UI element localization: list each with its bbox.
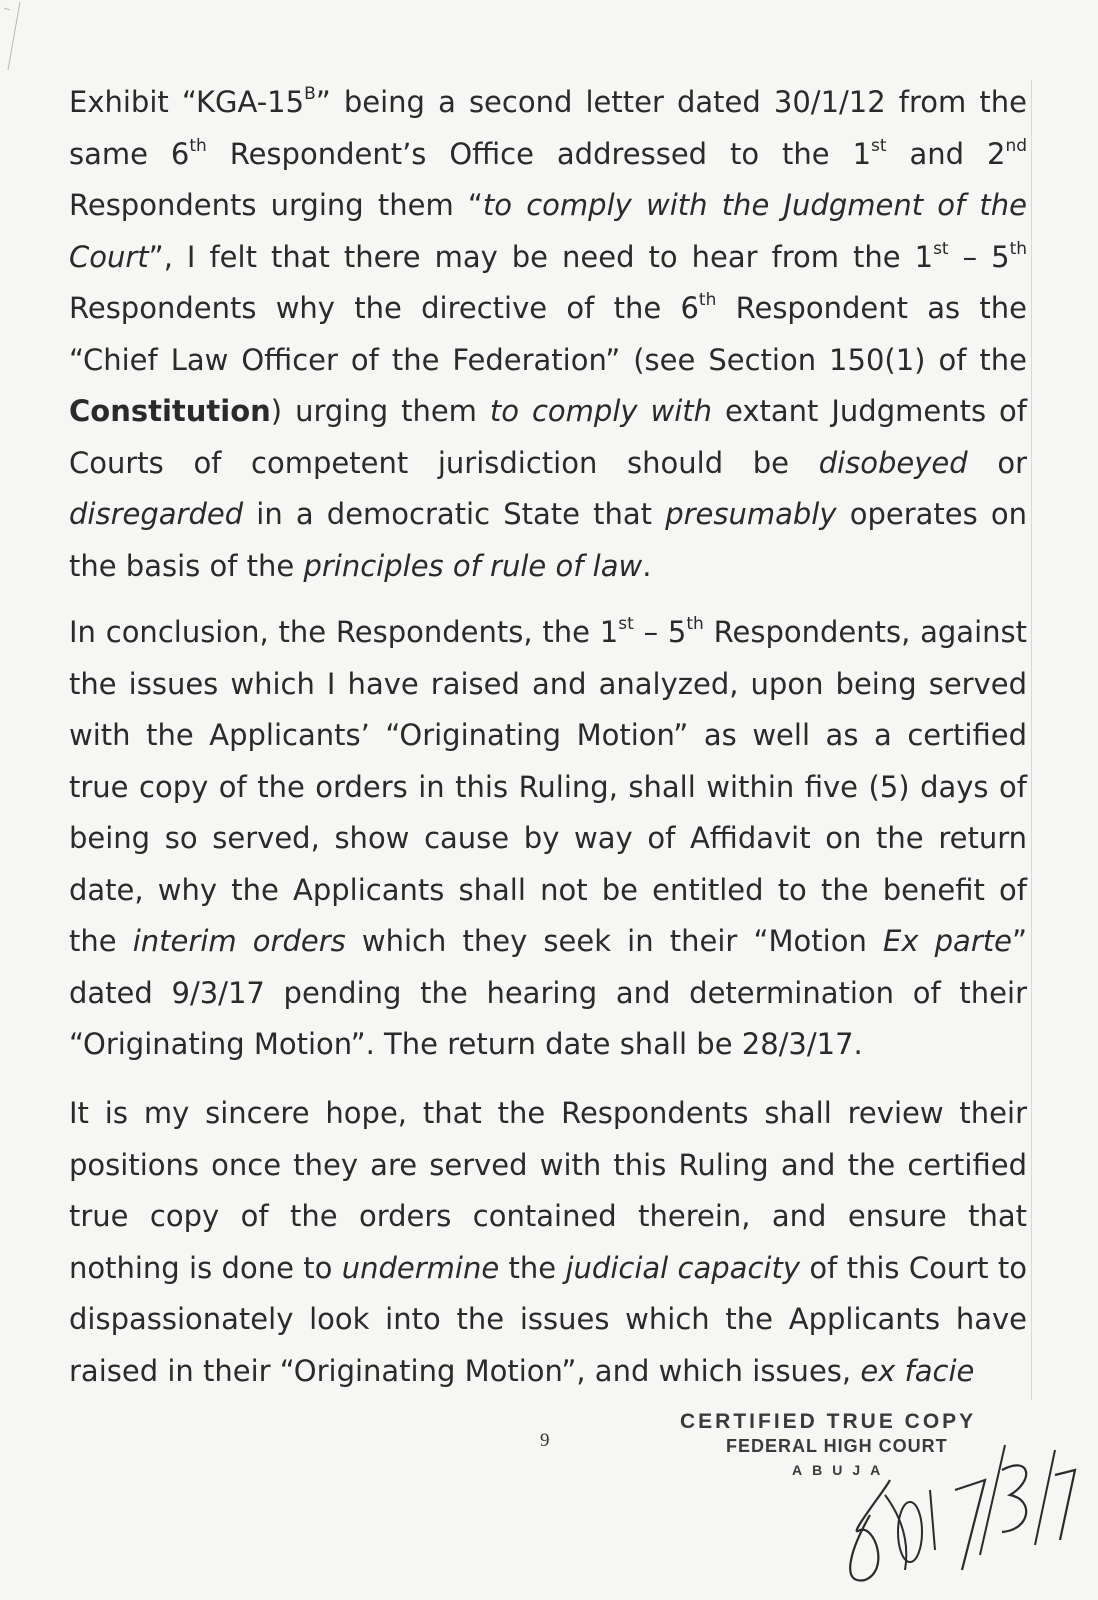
stamp-title: CERTIFIED TRUE COPY	[680, 1410, 977, 1433]
handwritten-signature	[830, 1420, 1090, 1590]
paragraph-exhibit-letter: Exhibit “$KGA-15^B$” being a second letter dated 30/1/12 from the same 6th Respondent’s Office addressed to the 1st and 2nd Respondents urging them “to comply with the Judgment of the Court”, I felt that there may be need to hear from the 1st – 5th Respondents why the directive of the 6th Respondent as the “Chief Law Officer of the Federation” (see Section 150(1) of the Constitution) urging them to comply with extant Judgments of Courts of competent jurisdiction should be disobeyed or disregarded in a democratic State that presumably operates on the basis of the principles of rule of law.	[69, 84, 1028, 583]
paragraph-sincere-hope: It is my sincere hope, that the Respondents shall review their positions once they are served with this Ruling and the certified true copy of the orders contained therein, and ensure that nothing is done to undermine the judicial capacity of this Court to dispassionately look into the issues which the Applicants have raised in their “Originating Motion”, and which issues, ex facie	[69, 1096, 1027, 1388]
paragraph-conclusion: In conclusion, the Respondents, the 1st – 5th Respondents, against the issues which I have raised and analyzed, upon being served with the Applicants’ “Originating Motion” as well as a certified true copy of the orders in this Ruling, shall within five (5) days of being so served, show cause by way of Affidavit on the return date, why the Applicants shall not be entitled to the benefit of the interim orders which they seek in their “Motion Ex parte” dated 9/3/17 pending the hearing and determination of their “Originating Motion”. The return date shall be 28/3/17.	[69, 614, 1027, 1061]
scan-edge-line	[1031, 80, 1032, 1400]
stamp-court: FEDERAL HIGH COURT	[726, 1436, 948, 1456]
stamp-city: ABUJA	[792, 1462, 891, 1478]
page-number: 9	[540, 1430, 550, 1451]
scan-artifact-mark	[0, 0, 60, 120]
